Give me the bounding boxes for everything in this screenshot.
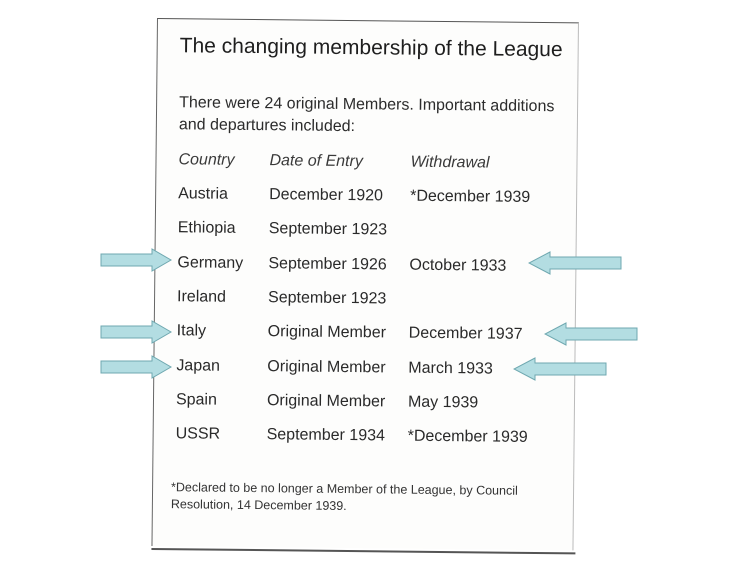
arrow-left-germany-icon xyxy=(528,251,622,275)
withdrawal-cell: *December 1939 xyxy=(407,427,528,446)
country-cell: Ireland xyxy=(176,288,227,306)
country-cell: Japan xyxy=(176,357,221,375)
withdrawal-cell: May 1939 xyxy=(407,393,479,412)
entry-cell: Original Member xyxy=(267,358,386,377)
header-date-of-entry: Date of Entry xyxy=(269,152,363,171)
page-title: The changing membership of the League xyxy=(179,34,563,62)
entry-cell: December 1920 xyxy=(269,186,384,205)
arrow-right-japan-icon xyxy=(100,355,172,379)
country-cell: Ethiopia xyxy=(177,219,236,237)
entry-cell: September 1926 xyxy=(268,255,387,274)
entry-cell: September 1934 xyxy=(266,426,386,445)
entry-cell: Original Member xyxy=(267,323,387,342)
arrow-right-italy-icon xyxy=(100,320,172,344)
withdrawal-cell: *December 1939 xyxy=(410,187,531,206)
intro-text: There were 24 original Members. Important additions and departures included: xyxy=(178,94,555,136)
header-withdrawal: Withdrawal xyxy=(410,153,490,172)
country-cell: Spain xyxy=(175,391,218,409)
country-cell: USSR xyxy=(175,425,221,443)
entry-cell: September 1923 xyxy=(268,220,388,239)
footnote: *Declared to be no longer a Member of the League, by Council Resolution, 14 December 1939. xyxy=(170,480,518,514)
country-cell: Italy xyxy=(176,322,207,340)
country-cell: Austria xyxy=(178,185,229,203)
arrow-left-japan-icon xyxy=(513,357,607,381)
arrow-right-germany-icon xyxy=(100,248,172,272)
textbook-page xyxy=(151,18,579,550)
country-cell: Germany xyxy=(177,254,244,272)
withdrawal-cell: March 1933 xyxy=(408,359,493,378)
withdrawal-cell: December 1937 xyxy=(408,324,523,343)
entry-cell: September 1923 xyxy=(267,289,387,308)
withdrawal-cell: October 1933 xyxy=(409,256,507,275)
entry-cell: Original Member xyxy=(266,392,386,411)
arrow-left-italy-icon xyxy=(544,322,638,346)
header-country: Country xyxy=(178,151,235,169)
